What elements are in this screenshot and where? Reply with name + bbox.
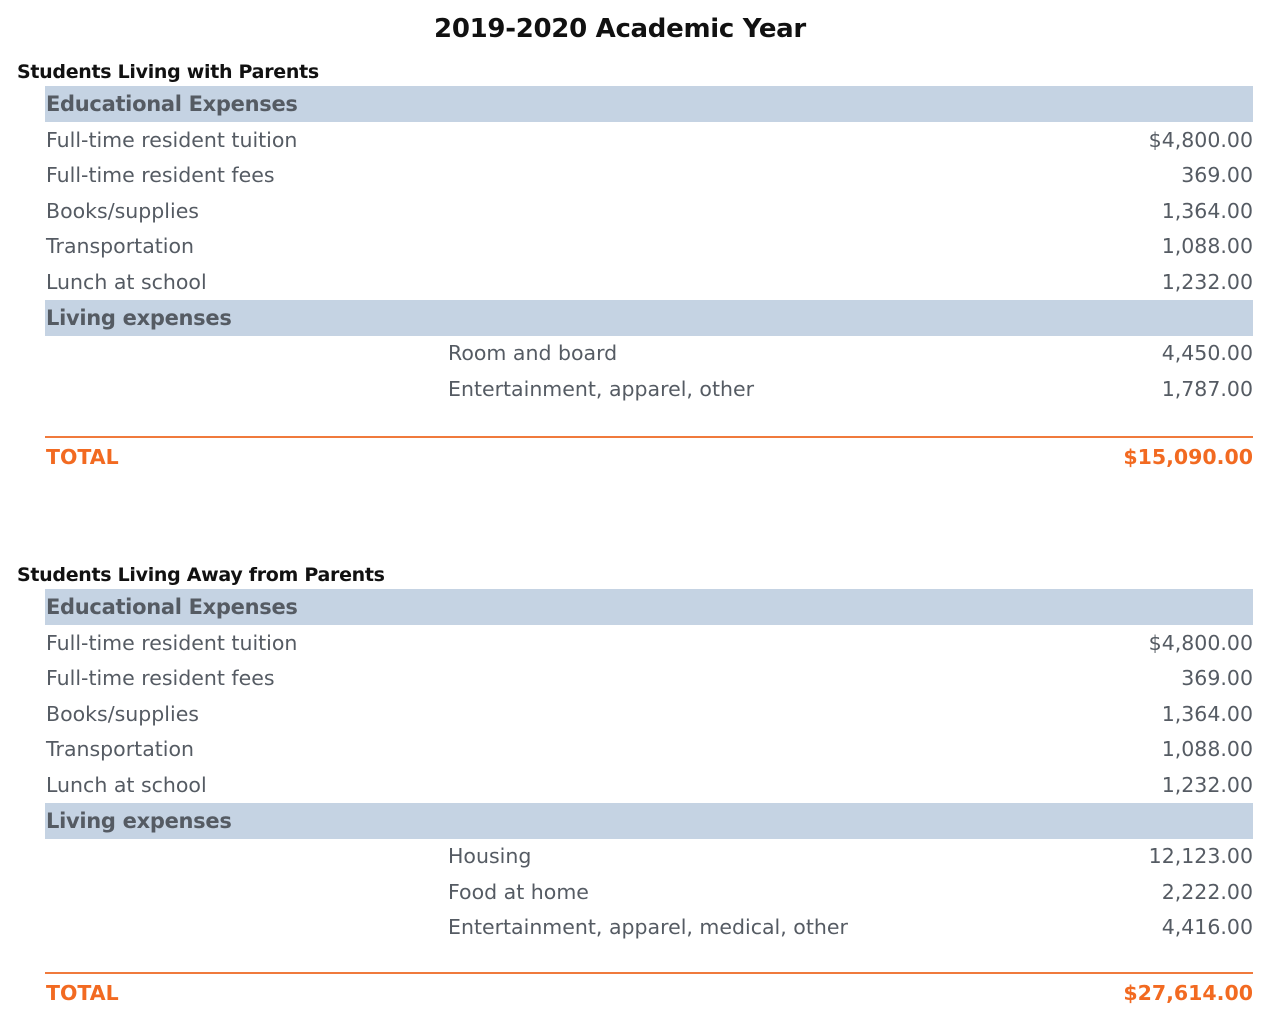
expense-label: Entertainment, apparel, medical, other — [448, 915, 848, 940]
expense-row — [45, 625, 1253, 661]
expense-row — [45, 264, 1253, 300]
living-expenses-header: Living expenses — [45, 300, 1253, 336]
expense-amount: 1,787.00 — [1161, 376, 1253, 401]
expense-label: Full-time resident fees — [46, 163, 275, 188]
expense-label: Full-time resident tuition — [46, 127, 298, 152]
expense-amount: 1,088.00 — [1161, 234, 1253, 259]
total-row — [45, 438, 1253, 476]
total-label: TOTAL — [46, 444, 119, 469]
page-title: 2019-2020 Academic Year — [434, 14, 806, 44]
educational-expenses-header: Educational Expenses — [45, 589, 1253, 625]
living-expense-row — [45, 874, 1253, 910]
living-expense-row — [45, 336, 1253, 372]
expense-amount: 4,416.00 — [1161, 915, 1253, 940]
educational-expenses-header: Educational Expenses — [45, 86, 1253, 122]
expense-table — [45, 589, 1253, 1012]
section-heading: Students Living with Parents — [17, 61, 319, 83]
total-amount: $27,614.00 — [1123, 981, 1253, 1005]
expense-amount: $4,800.00 — [1148, 127, 1253, 152]
expense-row — [45, 696, 1253, 732]
expense-row — [45, 767, 1253, 803]
living-expense-row — [45, 910, 1253, 946]
expense-label: Books/supplies — [46, 198, 199, 223]
expense-amount: 12,123.00 — [1148, 844, 1253, 869]
expense-label: Books/supplies — [46, 701, 199, 726]
expense-row — [45, 193, 1253, 229]
spacer — [45, 945, 1253, 972]
expense-amount: 1,232.00 — [1161, 772, 1253, 797]
expense-label: Transportation — [46, 737, 195, 762]
expense-row — [45, 732, 1253, 768]
living-expense-row — [45, 371, 1253, 407]
expense-label: Entertainment, apparel, other — [448, 376, 755, 401]
living-expense-row — [45, 839, 1253, 875]
expense-amount: 1,232.00 — [1161, 269, 1253, 294]
expense-amount: 1,088.00 — [1161, 737, 1253, 762]
section-living-away-from-parents — [0, 561, 1280, 1012]
section-heading: Students Living Away from Parents — [17, 564, 385, 586]
total-row — [45, 974, 1253, 1012]
expense-table — [45, 86, 1253, 476]
living-expenses-header: Living expenses — [45, 803, 1253, 839]
expense-label: Full-time resident tuition — [46, 630, 298, 655]
expense-label: Housing — [448, 844, 532, 869]
expense-label: Lunch at school — [46, 269, 207, 294]
expense-amount: 1,364.00 — [1161, 701, 1253, 726]
expense-label: Lunch at school — [46, 772, 207, 797]
expense-amount: $4,800.00 — [1148, 630, 1253, 655]
expense-row — [45, 229, 1253, 265]
expense-amount: 369.00 — [1181, 163, 1253, 188]
expense-row — [45, 122, 1253, 158]
spacer — [45, 407, 1253, 436]
expense-amount: 4,450.00 — [1161, 341, 1253, 366]
expense-row — [45, 661, 1253, 697]
expense-amount: 369.00 — [1181, 666, 1253, 691]
expense-amount: 1,364.00 — [1161, 198, 1253, 223]
expense-label: Room and board — [448, 341, 618, 366]
expense-label: Transportation — [46, 234, 195, 259]
section-living-with-parents — [0, 58, 1280, 476]
expense-row — [45, 158, 1253, 194]
expense-amount: 2,222.00 — [1161, 879, 1253, 904]
total-amount: $15,090.00 — [1123, 444, 1253, 469]
expense-label: Food at home — [448, 879, 589, 904]
expense-label: Full-time resident fees — [46, 666, 275, 691]
total-label: TOTAL — [46, 981, 119, 1005]
